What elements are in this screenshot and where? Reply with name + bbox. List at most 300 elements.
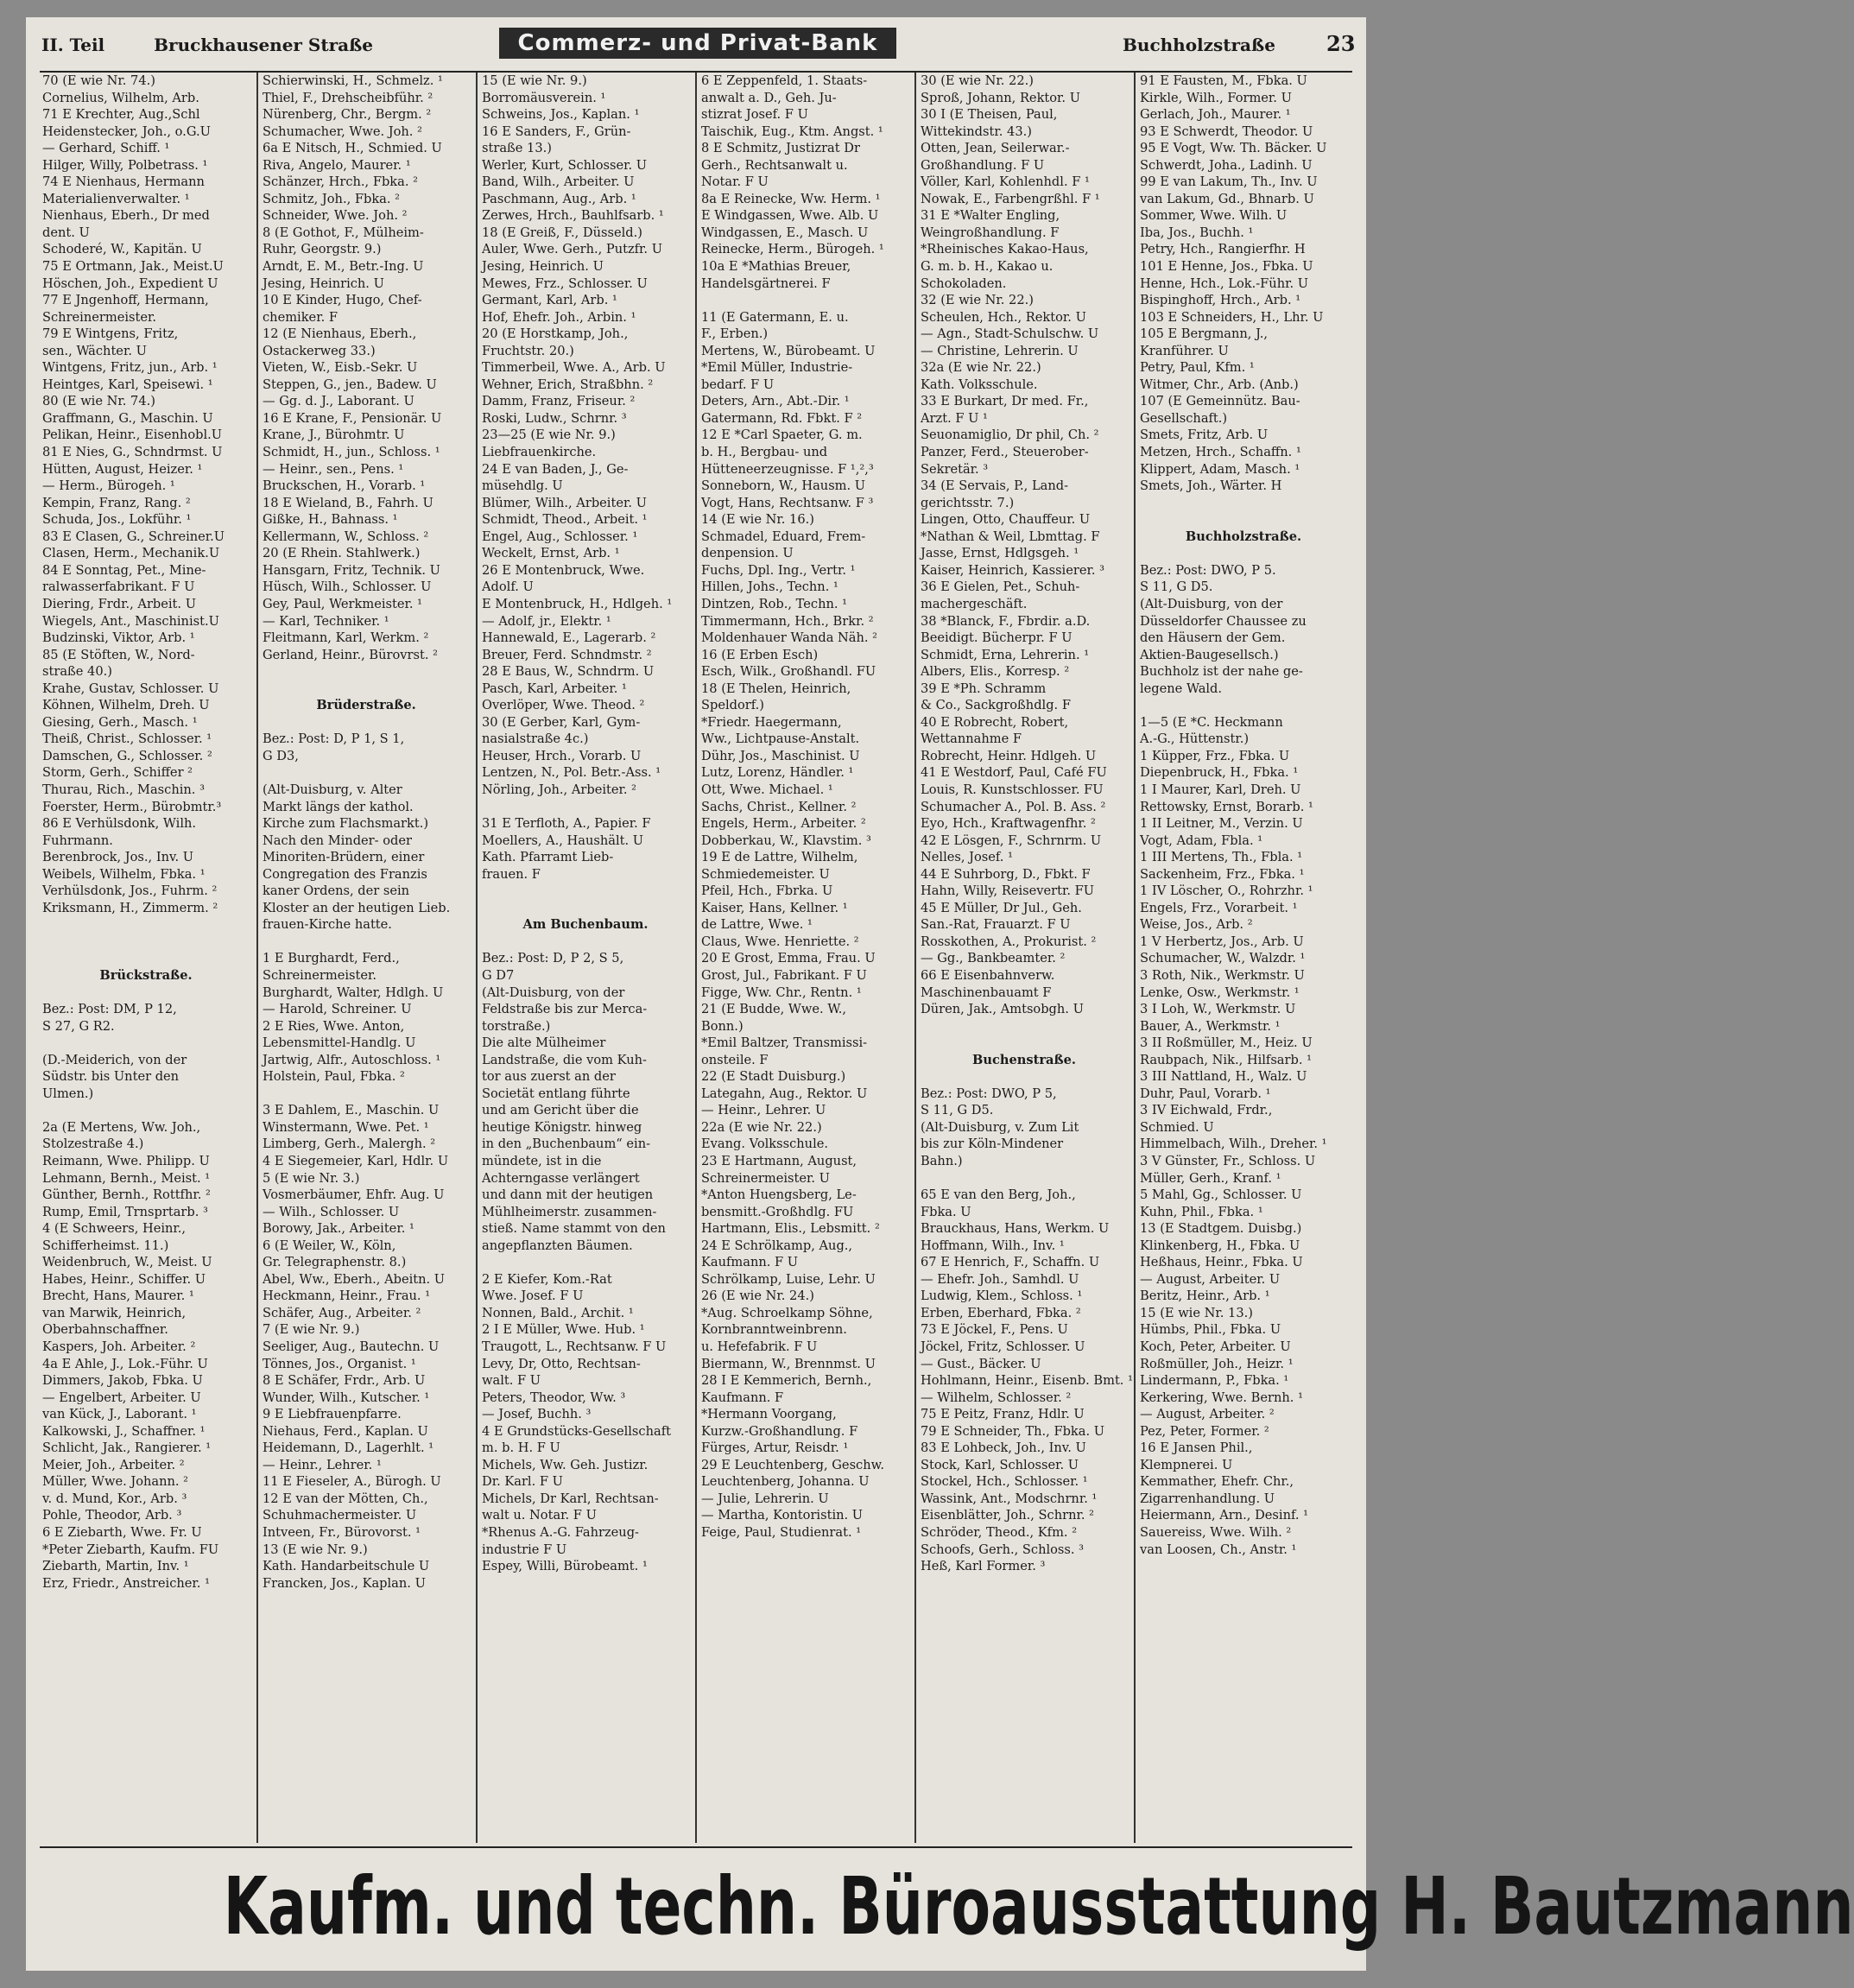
directory-line: Schneider, Wwe. Joh. ² xyxy=(263,208,408,224)
directory-line: 105 E Bergmann, J., xyxy=(1140,326,1269,342)
directory-line: Biermann, W., Brennmst. U xyxy=(701,1356,876,1371)
directory-line: 5 Mahl, Gg., Schlosser. U xyxy=(1140,1187,1302,1203)
directory-line: Moldenhauer Wanda Näh. ² xyxy=(701,630,878,646)
directory-line: Kaiser, Hans, Kellner. ¹ xyxy=(701,900,848,915)
directory-line: Sekretär. ³ xyxy=(921,461,989,477)
directory-line: 28 E Baus, W., Schndrm. U xyxy=(482,664,655,680)
directory-line xyxy=(921,1018,1128,1035)
directory-line: Materialienverwalter. ¹ xyxy=(42,191,190,206)
page-number: 23 xyxy=(1326,31,1356,56)
directory-line: 36 E Gielen, Pet., Schuh- xyxy=(921,579,1080,595)
directory-line: Heidenstecker, Joh., o.G.U xyxy=(42,123,211,139)
directory-line: Ostackerweg 33.) xyxy=(263,343,376,358)
directory-line: Die alte Mülheimer xyxy=(482,1035,606,1051)
column-divider xyxy=(256,73,258,1843)
directory-line: 13 (E wie Nr. 9.) xyxy=(263,1542,368,1557)
directory-line: 21 (E Budde, Wwe. W., xyxy=(701,1002,847,1017)
directory-line: — Wilhelm, Schlosser. ² xyxy=(921,1390,1072,1405)
directory-line: Heuser, Hrch., Vorarb. U xyxy=(482,748,642,763)
directory-line: 44 E Suhrborg, D., Fbkt. F xyxy=(921,866,1091,882)
directory-line: Nach den Minder- oder xyxy=(263,833,412,848)
directory-line: Tönnes, Jos., Organist. ¹ xyxy=(263,1356,416,1371)
directory-line: Werler, Kurt, Schlosser. U xyxy=(482,157,648,173)
directory-line: Achterngasse verlängert xyxy=(482,1170,640,1186)
directory-line: Breuer, Ferd. Schndmstr. ² xyxy=(482,647,652,662)
directory-line: 40 E Robrecht, Robert, xyxy=(921,714,1069,730)
directory-line: Timmerbeil, Wwe. A., Arb. U xyxy=(482,360,666,376)
directory-line: *Rheinisches Kakao-Haus, xyxy=(921,242,1089,257)
directory-line: Heiermann, Arn., Desinf. ¹ xyxy=(1140,1508,1308,1523)
directory-line: Diering, Frdr., Arbeit. U xyxy=(42,596,197,611)
directory-line xyxy=(42,916,250,934)
directory-line: sen., Wächter. U xyxy=(42,343,147,358)
directory-line: Schmidt, H., jun., Schloss. ¹ xyxy=(263,445,440,460)
directory-line: Schokoladen. xyxy=(921,275,1007,291)
directory-line: 32 (E wie Nr. 22.) xyxy=(921,293,1034,308)
directory-line: Kirkle, Wilh., Former. U xyxy=(1140,90,1292,105)
directory-line: Jesing, Heinrich. U xyxy=(482,259,604,275)
directory-line: angepflanzten Bäumen. xyxy=(482,1238,633,1253)
directory-line: Kalkowski, J., Schaffner. ¹ xyxy=(42,1423,206,1439)
directory-line: Bez.: Post: D, P 2, S 5, xyxy=(482,951,624,966)
street-heading: Am Buchenbaum. xyxy=(522,917,649,933)
street-right-label: Buchholzstraße xyxy=(1123,35,1275,55)
directory-line xyxy=(701,292,908,309)
directory-line: Heidemann, D., Lagerhlt. ¹ xyxy=(263,1440,434,1456)
directory-line: F., Erben.) xyxy=(701,326,769,342)
column-divider xyxy=(914,73,916,1843)
directory-line: van Loosen, Ch., Anstr. ¹ xyxy=(1140,1542,1297,1557)
directory-line: Landstraße, die vom Kuh- xyxy=(482,1052,647,1067)
directory-line: de Lattre, Wwe. ¹ xyxy=(701,917,813,933)
directory-line: 30 I (E Theisen, Paul, xyxy=(921,107,1058,123)
directory-line: Feige, Paul, Studienrat. ¹ xyxy=(701,1525,862,1541)
directory-line: Vieten, W., Eisb.-Sekr. U xyxy=(263,360,418,376)
directory-line: 12 E van der Mötten, Ch., xyxy=(263,1491,428,1506)
directory-line: Intveen, Fr., Bürovorst. ¹ xyxy=(263,1525,421,1541)
directory-line: Ww., Lichtpause-Anstalt. xyxy=(701,731,860,747)
directory-line: 6 E Zeppenfeld, 1. Staats- xyxy=(701,73,868,88)
column-divider xyxy=(1134,73,1136,1843)
directory-line: anwalt a. D., Geh. Ju- xyxy=(701,90,837,105)
directory-line: Kranführer. U xyxy=(1140,343,1229,358)
directory-line: Schuhmachermeister. U xyxy=(263,1508,417,1523)
directory-line: in den „Buchenbaum“ ein- xyxy=(482,1136,651,1152)
directory-line: *Nathan & Weil, Lbmttag. F xyxy=(921,529,1100,544)
directory-line: Krahe, Gustav, Schlosser. U xyxy=(42,681,219,696)
directory-line: 33 E Burkart, Dr med. Fr., xyxy=(921,394,1089,409)
directory-line: Weibels, Wilhelm, Fbka. ¹ xyxy=(42,866,206,882)
directory-line: Nürenberg, Chr., Bergm. ² xyxy=(263,107,432,123)
directory-line xyxy=(482,799,689,816)
directory-line: *Aug. Schroelkamp Söhne, xyxy=(701,1305,873,1320)
directory-line: Schumacher, Wwe. Joh. ² xyxy=(263,123,422,139)
directory-line: Sommer, Wwe. Wilh. U xyxy=(1140,208,1288,224)
directory-line: Pelikan, Heinr., Eisenhobl.U xyxy=(42,427,223,443)
directory-line: Jöckel, Fritz, Schlosser. U xyxy=(921,1339,1085,1355)
directory-line: Schreinermeister. U xyxy=(701,1170,830,1186)
directory-line: Lehmann, Bernh., Meist. ¹ xyxy=(42,1170,211,1186)
directory-line: Sonneborn, W., Hausm. U xyxy=(701,478,866,494)
directory-line: *Anton Huengsberg, Le- xyxy=(701,1187,857,1203)
directory-line: Arndt, E. M., Betr.-Ing. U xyxy=(263,259,424,275)
directory-line: Fbka. U xyxy=(921,1204,971,1219)
directory-line: und am Gericht über die xyxy=(482,1103,639,1118)
directory-line: Wassink, Ant., Modschrnr. ¹ xyxy=(921,1491,1098,1506)
directory-line: 29 E Leuchtenberg, Geschw. xyxy=(701,1457,885,1472)
directory-line xyxy=(1140,545,1347,562)
directory-line: Schumacher A., Pol. B. Ass. ² xyxy=(921,799,1106,814)
directory-line: Markt längs der kathol. xyxy=(263,799,414,814)
directory-line: 84 E Sonntag, Pet., Mine- xyxy=(42,562,206,578)
directory-line: Kurzw.-Großhandlung. F xyxy=(701,1423,858,1439)
directory-line: Band, Wilh., Arbeiter. U xyxy=(482,174,635,190)
directory-line: Schoofs, Gerh., Schloss. ³ xyxy=(921,1542,1085,1557)
directory-line: Oberbahnschaffner. xyxy=(42,1322,168,1338)
directory-line: Evang. Volksschule. xyxy=(701,1136,829,1152)
directory-line: 3 III Nattland, H., Walz. U xyxy=(1140,1069,1307,1085)
directory-line xyxy=(921,1035,1128,1052)
directory-line: Vosmerbäumer, Ehfr. Aug. U xyxy=(263,1187,445,1203)
directory-line: Kuhn, Phil., Fbka. ¹ xyxy=(1140,1204,1263,1219)
directory-line: 19 E de Lattre, Wilhelm, xyxy=(701,850,858,865)
directory-line: 1 E Burghardt, Ferd., xyxy=(263,951,400,966)
directory-line: Schifferheimst. 11.) xyxy=(42,1238,169,1253)
directory-line: Schäfer, Aug., Arbeiter. ² xyxy=(263,1305,421,1320)
directory-line: Roßmüller, Joh., Heizr. ¹ xyxy=(1140,1356,1294,1371)
directory-line: Hof, Ehefr. Joh., Arbin. ¹ xyxy=(482,309,636,325)
directory-line: 1 I Maurer, Karl, Dreh. U xyxy=(1140,782,1301,797)
directory-line: Zigarrenhandlung. U xyxy=(1140,1491,1275,1506)
directory-line: (Alt-Duisburg, v. Zum Lit xyxy=(921,1119,1079,1135)
directory-line: S 11, G D5. xyxy=(1140,579,1213,595)
directory-line: gerichtsstr. 7.) xyxy=(921,495,1015,510)
directory-line: Gey, Paul, Werkmeister. ¹ xyxy=(263,596,422,611)
directory-line: Hüsch, Wilh., Schlosser. U xyxy=(263,579,432,595)
directory-line: *Emil Baltzer, Transmissi- xyxy=(701,1035,868,1051)
directory-line: Stock, Karl, Schlosser. U xyxy=(921,1457,1079,1472)
directory-line: 18 (E Thelen, Heinrich, xyxy=(701,681,851,696)
directory-line: Abel, Ww., Eberh., Abeitn. U xyxy=(263,1271,446,1287)
directory-line: Düsseldorfer Chaussee zu xyxy=(1140,613,1307,629)
directory-line: 11 E Fieseler, A., Bürogh. U xyxy=(263,1474,441,1490)
directory-line xyxy=(42,1102,250,1119)
directory-line: Großhandlung. F U xyxy=(921,157,1045,173)
directory-line: Erz, Friedr., Anstreicher. ¹ xyxy=(42,1575,210,1591)
directory-line: Schreinermeister. xyxy=(263,967,377,983)
directory-line: Schuda, Jos., Lokführ. ¹ xyxy=(42,512,192,528)
directory-line: Smets, Joh., Wärter. H xyxy=(1140,478,1282,494)
directory-line: 101 E Henne, Jos., Fbka. U xyxy=(1140,259,1313,275)
directory-line: Societät entlang führte xyxy=(482,1086,630,1101)
directory-line: Nonnen, Bald., Archit. ¹ xyxy=(482,1305,634,1320)
directory-line: walt. F U xyxy=(482,1373,541,1389)
directory-line: Kath. Volksschule. xyxy=(921,377,1038,392)
directory-line: 10a E *Mathias Breuer, xyxy=(701,259,851,275)
directory-line: Heintges, Karl, Speisewi. ¹ xyxy=(42,377,213,392)
directory-line: Kath. Pfarramt Lieb- xyxy=(482,850,614,865)
directory-line: Hohlmann, Heinr., Eisenb. Bmt. ¹ xyxy=(921,1373,1133,1389)
directory-line: Overlöper, Wwe. Theod. ² xyxy=(482,698,645,713)
directory-line: Dimmers, Jakob, Fbka. U xyxy=(42,1373,203,1389)
directory-line: Niehaus, Ferd., Kaplan. U xyxy=(263,1423,428,1439)
footer-rule xyxy=(40,1846,1352,1848)
directory-line: Engel, Aug., Schlosser. ¹ xyxy=(482,529,638,544)
directory-line: industrie F U xyxy=(482,1542,567,1557)
directory-line: Blümer, Wilh., Arbeiter. U xyxy=(482,495,647,510)
directory-line: Adolf. U xyxy=(482,579,534,595)
directory-line: Höschen, Joh., Expedient U xyxy=(42,275,218,291)
directory-line xyxy=(263,764,470,782)
column-divider xyxy=(476,73,478,1843)
directory-line: 8 E Schmitz, Justizrat Dr xyxy=(701,141,860,156)
directory-line: Seuonamiglio, Dr phil, Ch. ² xyxy=(921,427,1099,443)
directory-line: Düren, Jak., Amtsobgh. U xyxy=(921,1002,1084,1017)
directory-line: 8 (E Gothot, F., Mülheim- xyxy=(263,225,424,240)
directory-line: — Agn., Stadt-Schulschw. U xyxy=(921,326,1099,342)
directory-line: 5 (E wie Nr. 3.) xyxy=(263,1170,360,1186)
directory-line: van Marwik, Heinrich, xyxy=(42,1305,187,1320)
directory-line: Engels, Frz., Vorarbeit. ¹ xyxy=(1140,900,1298,915)
directory-line: Steppen, G., jen., Badew. U xyxy=(263,377,437,392)
directory-line: Pasch, Karl, Arbeiter. ¹ xyxy=(482,681,627,696)
directory-line: Hillen, Johs., Techn. ¹ xyxy=(701,579,838,595)
directory-line: Mühlheimerstr. zusammen- xyxy=(482,1204,657,1219)
directory-line: Kerkering, Wwe. Bernh. ¹ xyxy=(1140,1390,1303,1405)
directory-line: Schmiedemeister. U xyxy=(701,866,830,882)
directory-line xyxy=(482,883,689,900)
directory-line: 4 E Siegemeier, Karl, Hdlr. U xyxy=(263,1154,449,1168)
directory-line: Schweins, Jos., Kaplan. ¹ xyxy=(482,107,640,123)
directory-line: Wwe. Josef. F U xyxy=(482,1288,584,1304)
directory-line: Sachs, Christ., Kellner. ² xyxy=(701,799,857,814)
directory-line: Robrecht, Heinr. Hdlgeh. U xyxy=(921,748,1097,763)
directory-line: Clasen, Herm., Mechanik.U xyxy=(42,546,220,561)
directory-line: stizrat Josef. F U xyxy=(701,107,808,123)
directory-line: Burghardt, Walter, Hdlgh. U xyxy=(263,985,444,1000)
directory-line: 8 E Schäfer, Frdr., Arb. U xyxy=(263,1373,426,1389)
directory-line: Grost, Jul., Fabrikant. F U xyxy=(701,967,867,983)
directory-line: 34 (E Servais, P., Land- xyxy=(921,478,1069,494)
directory-line: — Gg. d. J., Laborant. U xyxy=(263,394,414,409)
directory-line: Peters, Theodor, Ww. ³ xyxy=(482,1390,626,1405)
directory-line: 11 (E Gatermann, E. u. xyxy=(701,309,849,325)
directory-line: *Rhenus A.-G. Fahrzeug- xyxy=(482,1525,639,1541)
header-left xyxy=(41,35,416,55)
directory-line: 28 I E Kemmerich, Bernh., xyxy=(701,1373,872,1389)
directory-line: 31 E Terfloth, A., Papier. F xyxy=(482,816,651,832)
directory-line: legene Wald. xyxy=(1140,681,1223,696)
directory-line: 83 E Lohbeck, Joh., Inv. U xyxy=(921,1440,1086,1456)
directory-line: Lebensmittel-Handlg. U xyxy=(263,1035,416,1051)
directory-line: — Harold, Schreiner. U xyxy=(263,1002,412,1017)
directory-line: 6a E Nitsch, H., Schmied. U xyxy=(263,141,442,156)
directory-line: Dintzen, Rob., Techn. ¹ xyxy=(701,596,848,611)
directory-line: chemiker. F xyxy=(263,309,338,325)
directory-line: Wunder, Wilh., Kutscher. ¹ xyxy=(263,1390,430,1405)
directory-line xyxy=(263,1086,470,1103)
directory-line xyxy=(42,1035,250,1052)
directory-line: Borromäusverein. ¹ xyxy=(482,90,606,105)
directory-line: 2a (E Mertens, Ww. Joh., xyxy=(42,1119,201,1135)
directory-line: 73 E Jöckel, F., Pens. U xyxy=(921,1322,1068,1338)
directory-line: Dobberkau, W., Klavstim. ³ xyxy=(701,833,871,848)
directory-line: Louis, R. Kunstschlosser. FU xyxy=(921,782,1104,797)
directory-line: Lindermann, P., Fbka. ¹ xyxy=(1140,1373,1289,1389)
directory-line: Gatermann, Rd. Fbkt. F ² xyxy=(701,410,863,426)
directory-line: Graffmann, G., Maschin. U xyxy=(42,410,213,426)
directory-line: Thiel, F., Drehscheibführ. ² xyxy=(263,90,433,105)
directory-line: G. m. b. H., Kakao u. xyxy=(921,259,1054,275)
directory-line: *Friedr. Haegermann, xyxy=(701,714,842,730)
directory-line: 10 E Kinder, Hugo, Chef- xyxy=(263,293,422,308)
directory-line: Schmadel, Eduard, Frem- xyxy=(701,529,866,544)
directory-line: 6 (E Weiler, W., Köln, xyxy=(263,1238,396,1253)
directory-line: 86 E Verhülsdonk, Wilh. xyxy=(42,816,197,832)
directory-line: Roski, Ludw., Schrnr. ³ xyxy=(482,410,627,426)
directory-line: 75 E Peitz, Franz, Hdlr. U xyxy=(921,1407,1085,1422)
directory-line: Fuchs, Dpl. Ing., Vertr. ¹ xyxy=(701,562,856,578)
bank-banner: Commerz- und Privat-Bank xyxy=(499,28,896,59)
directory-line: Michels, Ww. Geh. Justizr. xyxy=(482,1457,649,1472)
directory-line: Sproß, Johann, Rektor. U xyxy=(921,90,1081,105)
directory-line: Zerwes, Hrch., Bauhlfsarb. ¹ xyxy=(482,208,664,224)
street-heading: Buchenstraße. xyxy=(972,1052,1076,1067)
directory-line: Bruckschen, H., Vorarb. ¹ xyxy=(263,478,426,494)
directory-line: 18 E Wieland, B., Fahrh. U xyxy=(263,495,433,510)
column-divider xyxy=(695,73,697,1843)
directory-line: Storm, Gerh., Schiffer ² xyxy=(42,765,193,781)
directory-line: Bez.: Post: DM, P 12, xyxy=(42,1002,177,1017)
directory-line: Otten, Jean, Seilerwar.- xyxy=(921,141,1070,156)
directory-line: Bez.: Post: D, P 1, S 1, xyxy=(263,731,405,747)
directory-line: Schrölkamp, Luise, Lehr. U xyxy=(701,1271,876,1287)
directory-line: Fürges, Artur, Reisdr. ¹ xyxy=(701,1440,849,1456)
directory-line: 3 IV Eichwald, Frdr., xyxy=(1140,1103,1273,1118)
directory-line: Damschen, G., Schlosser. ² xyxy=(42,748,212,763)
directory-line: Stockel, Hch., Schlosser. ¹ xyxy=(921,1474,1088,1490)
directory-line: Köhnen, Wilhelm, Dreh. U xyxy=(42,698,210,713)
directory-line: 74 E Nienhaus, Hermann xyxy=(42,174,205,190)
directory-line: bis zur Köln-Mindener xyxy=(921,1136,1064,1152)
directory-line: Panzer, Ferd., Steuerober- xyxy=(921,445,1089,460)
directory-line: 2 E Ries, Wwe. Anton, xyxy=(263,1018,405,1034)
directory-line: Pohle, Theodor, Arb. ³ xyxy=(42,1508,182,1523)
directory-line: Gerlach, Joh., Maurer. ¹ xyxy=(1140,107,1291,123)
directory-line: 3 Roth, Nik., Werkmstr. U xyxy=(1140,967,1305,983)
directory-line: Minoriten-Brüdern, einer xyxy=(263,850,425,865)
directory-line: Leuchtenberg, Johanna. U xyxy=(701,1474,870,1490)
directory-line: 67 E Henrich, F., Schaffn. U xyxy=(921,1255,1100,1270)
directory-line: Vogt, Hans, Rechtsanw. F ³ xyxy=(701,495,874,510)
directory-line: Rosskothen, A., Prokurist. ² xyxy=(921,934,1097,949)
directory-line: — Martha, Kontoristin. U xyxy=(701,1508,864,1523)
directory-line: 2 I E Müller, Wwe. Hub. ¹ xyxy=(482,1322,645,1338)
directory-line: und dann mit der heutigen xyxy=(482,1187,654,1203)
directory-line: Hoffmann, Wilh., Inv. ¹ xyxy=(921,1238,1065,1253)
directory-line: Sackenheim, Frz., Fbka. ¹ xyxy=(1140,866,1305,882)
directory-line: Jartwig, Alfr., Autoschloss. ¹ xyxy=(263,1052,441,1067)
directory-line xyxy=(921,1170,1128,1187)
directory-line: Lenke, Osw., Werkmstr. ¹ xyxy=(1140,985,1300,1000)
directory-line: Schlicht, Jak., Rangierer. ¹ xyxy=(42,1440,212,1456)
directory-line: 80 (E wie Nr. 74.) xyxy=(42,394,155,409)
directory-line: Claus, Wwe. Henriette. ² xyxy=(701,934,859,949)
directory-line: Ludwig, Klem., Schloss. ¹ xyxy=(921,1288,1083,1304)
directory-line: Winstermann, Wwe. Pet. ¹ xyxy=(263,1119,429,1135)
directory-line: mündete, ist in die xyxy=(482,1154,602,1168)
directory-line: 8a E Reinecke, Ww. Herm. ¹ xyxy=(701,191,881,206)
directory-line: *Peter Ziebarth, Kaufm. FU xyxy=(42,1542,219,1557)
directory-line: — Heinr., sen., Pens. ¹ xyxy=(263,461,404,477)
directory-line: straße 40.) xyxy=(42,664,112,680)
directory-line: Windgassen, E., Masch. U xyxy=(701,225,869,240)
directory-line: Schoderé, W., Kapitän. U xyxy=(42,242,202,257)
directory-line: Taischik, Eug., Ktm. Angst. ¹ xyxy=(701,123,883,139)
directory-line: Dr. Karl. F U xyxy=(482,1474,563,1490)
directory-line: Diepenbruck, H., Fbka. ¹ xyxy=(1140,765,1299,781)
directory-line: ralwasserfabrikant. F U xyxy=(42,579,195,595)
directory-line: Levy, Dr, Otto, Rechtsan- xyxy=(482,1356,641,1371)
directory-line: dent. U xyxy=(42,225,90,240)
directory-line: S 27, G R2. xyxy=(42,1018,115,1034)
directory-line: van Kück, J., Laborant. ¹ xyxy=(42,1407,197,1422)
directory-line: Gißke, H., Bahnass. ¹ xyxy=(263,512,398,528)
directory-line: Hilger, Willy, Polbetrass. ¹ xyxy=(42,157,208,173)
directory-line: Raubpach, Nik., Hilfsarb. ¹ xyxy=(1140,1052,1312,1067)
directory-line: Verhülsdonk, Jos., Fuhrm. ² xyxy=(42,883,218,899)
directory-line: 32a (E wie Nr. 22.) xyxy=(921,360,1041,376)
directory-line: machergeschäft. xyxy=(921,596,1028,611)
directory-line: Günther, Bernh., Rottfhr. ² xyxy=(42,1187,211,1203)
directory-line: denpension. U xyxy=(701,546,794,561)
directory-line: Engels, Herm., Arbeiter. ² xyxy=(701,816,866,832)
directory-line: Kriksmann, H., Zimmerm. ² xyxy=(42,900,218,915)
directory-line: S 11, G D5. xyxy=(921,1103,994,1118)
directory-line: Riva, Angelo, Maurer. ¹ xyxy=(263,157,411,173)
directory-line: v. d. Mund, Kor., Arb. ³ xyxy=(42,1491,187,1506)
directory-line: m. b. H. F U xyxy=(482,1440,560,1456)
directory-line: — Adolf, jr., Elektr. ¹ xyxy=(482,613,611,629)
directory-line: Arzt. F U ¹ xyxy=(921,410,988,426)
directory-line: Wiegels, Ant., Maschinist.U xyxy=(42,613,219,629)
page-header xyxy=(26,17,1366,71)
directory-line: 99 E van Lakum, Th., Inv. U xyxy=(1140,174,1318,190)
directory-line: 66 E Eisenbahnverw. xyxy=(921,967,1055,983)
directory-line: Wettannahme F xyxy=(921,731,1022,747)
directory-line: walt u. Notar. F U xyxy=(482,1508,597,1523)
directory-line xyxy=(482,900,689,917)
directory-line: Mertens, W., Bürobeamt. U xyxy=(701,343,876,358)
directory-line: Kloster an der heutigen Lieb. xyxy=(263,900,451,915)
directory-line: Holstein, Paul, Fbka. ² xyxy=(263,1069,405,1085)
directory-line: nasialstraße 4c.) xyxy=(482,731,589,747)
directory-line: Heßhaus, Heinr., Fbka. U xyxy=(1140,1255,1303,1270)
directory-line: 26 E Montenbruck, Wwe. xyxy=(482,562,645,578)
directory-line xyxy=(42,934,250,951)
directory-line: 1 IV Löscher, O., Rohrzhr. ¹ xyxy=(1140,883,1313,899)
directory-line xyxy=(263,663,470,681)
directory-line: Reimann, Wwe. Philipp. U xyxy=(42,1154,210,1168)
directory-line: 22 (E Stadt Duisburg.) xyxy=(701,1069,846,1085)
directory-line: Albers, Elis., Korresp. ² xyxy=(921,664,1070,680)
directory-line: Schänzer, Hrch., Fbka. ² xyxy=(263,174,418,190)
directory-line: tor aus zuerst an der xyxy=(482,1069,616,1085)
directory-line: 2 E Kiefer, Kom.-Rat xyxy=(482,1271,612,1287)
directory-line: 23—25 (E wie Nr. 9.) xyxy=(482,427,616,443)
directory-line: Ziebarth, Martin, Inv. ¹ xyxy=(42,1559,189,1574)
directory-line: Jesing, Heinrich. U xyxy=(263,275,384,291)
